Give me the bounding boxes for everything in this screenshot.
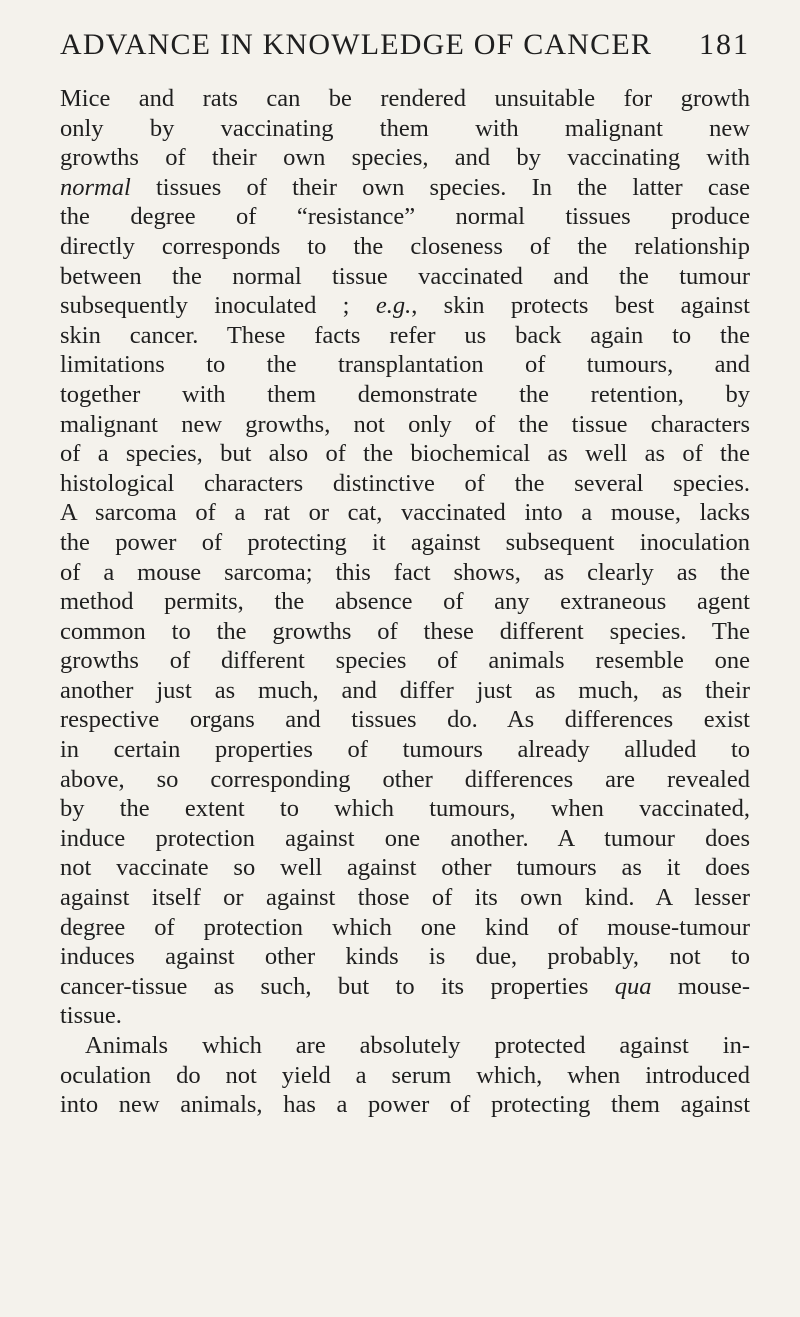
- text-line: [60, 380, 750, 410]
- text-line: [60, 498, 750, 528]
- text-segment: induces against other kinds is due, probably, not to: [60, 943, 750, 971]
- text-segment: respective organs and tissues do. As differences exist: [60, 706, 750, 734]
- text-line: [60, 232, 750, 262]
- text-segment: mouse-: [651, 972, 750, 1000]
- text-segment: Animals which are absolutely protected against in-: [85, 1032, 750, 1059]
- text-segment: common to the growths of these different species. The: [60, 617, 750, 645]
- text-segment: growths of their own species, and by vaccinating with: [60, 144, 750, 172]
- text-segment: together with them demonstrate the retention, by: [60, 380, 750, 408]
- text-line: [60, 735, 750, 765]
- text-segment: not vaccinate so well against other tumours as it does: [60, 854, 750, 882]
- text-line: [60, 1090, 750, 1120]
- text-line: [60, 705, 750, 735]
- text-line: [60, 1031, 750, 1061]
- text-segment: growths of different species of animals resemble one: [60, 647, 750, 675]
- text-line: [60, 824, 750, 854]
- text-segment: the power of protecting it against subsequent inoculation: [60, 528, 750, 556]
- text-line: [60, 173, 750, 203]
- text-line: [60, 646, 750, 676]
- text-line: [60, 321, 750, 351]
- italic-text: e.g.: [375, 292, 412, 320]
- paragraph: [60, 84, 750, 1031]
- text-segment: directly corresponds to the closeness of the relationship: [60, 232, 750, 260]
- text-segment: into new animals, has a power of protecting them against: [60, 1091, 750, 1119]
- text-segment: of a mouse sarcoma; this fact shows, as clearly as the: [60, 558, 750, 586]
- text-segment: oculation do not yield a serum which, when introduced: [60, 1061, 750, 1089]
- text-line: [60, 84, 750, 114]
- text-line: [60, 1061, 750, 1091]
- text-segment: tissue.: [60, 1002, 122, 1030]
- text-segment: method permits, the absence of any extraneous agent: [60, 588, 750, 616]
- text-segment: by the extent to which tumours, when vaccinated,: [60, 795, 750, 823]
- text-line: [60, 617, 750, 647]
- text-line: [60, 202, 750, 232]
- running-title: ADVANCE IN KNOWLEDGE OF CANCER: [60, 28, 653, 61]
- text-segment: induce protection against one another. A tumour does: [60, 824, 750, 852]
- text-line: [60, 942, 750, 972]
- text-line: [60, 853, 750, 883]
- text-segment: limitations to the transplantation of tumours, and: [60, 351, 750, 379]
- text-segment: only by vaccinating them with malignant new: [60, 114, 750, 142]
- text-line: [60, 765, 750, 795]
- page-number: 181: [699, 28, 750, 61]
- running-head: [60, 28, 750, 68]
- text-segment: subsequently inoculated ;: [60, 292, 376, 320]
- text-segment: malignant new growths, not only of the tissue characters: [60, 410, 750, 438]
- text-segment: against itself or against those of its own kind. A lesser: [60, 884, 750, 912]
- text-segment: , skin protects best against: [411, 292, 750, 320]
- text-line: [60, 410, 750, 440]
- text-line: [60, 587, 750, 617]
- text-line: [60, 558, 750, 588]
- text-line: [60, 528, 750, 558]
- text-segment: of a species, but also of the biochemical as well as of the: [60, 440, 750, 468]
- italic-text: normal: [60, 173, 131, 201]
- text-segment: histological characters distinctive of the several species.: [60, 469, 750, 497]
- text-segment: A sarcoma of a rat or cat, vaccinated into a mouse, lacks: [60, 499, 750, 527]
- text-line: [60, 291, 750, 321]
- text-line: [60, 469, 750, 499]
- text-line: [60, 350, 750, 380]
- text-line: [60, 794, 750, 824]
- text-segment: above, so corresponding other differences are revealed: [60, 765, 750, 793]
- text-line: [60, 883, 750, 913]
- text-segment: Mice and rats can be rendered unsuitable for growth: [60, 85, 750, 112]
- text-line: [60, 114, 750, 144]
- text-segment: the degree of “resistance” normal tissues produce: [60, 203, 750, 231]
- paragraph: [60, 1031, 750, 1120]
- text-line: [60, 1001, 750, 1031]
- text-segment: another just as much, and differ just as much, as their: [60, 676, 750, 704]
- italic-text: qua: [614, 972, 652, 1000]
- text-line: [60, 143, 750, 173]
- text-line: [60, 972, 750, 1002]
- text-line: [60, 676, 750, 706]
- text-segment: cancer-tissue as such, but to its properties: [60, 972, 615, 1000]
- text-line: [60, 439, 750, 469]
- text-segment: tissues of their own species. In the latter case: [130, 173, 750, 201]
- text-segment: degree of protection which one kind of mouse-tumour: [60, 913, 750, 941]
- text-line: [60, 913, 750, 943]
- text-segment: skin cancer. These facts refer us back again to the: [60, 321, 750, 349]
- text-segment: in certain properties of tumours already alluded to: [60, 736, 750, 764]
- text-segment: between the normal tissue vaccinated and the tumour: [60, 262, 750, 290]
- body-text: [60, 84, 750, 1120]
- text-line: [60, 262, 750, 292]
